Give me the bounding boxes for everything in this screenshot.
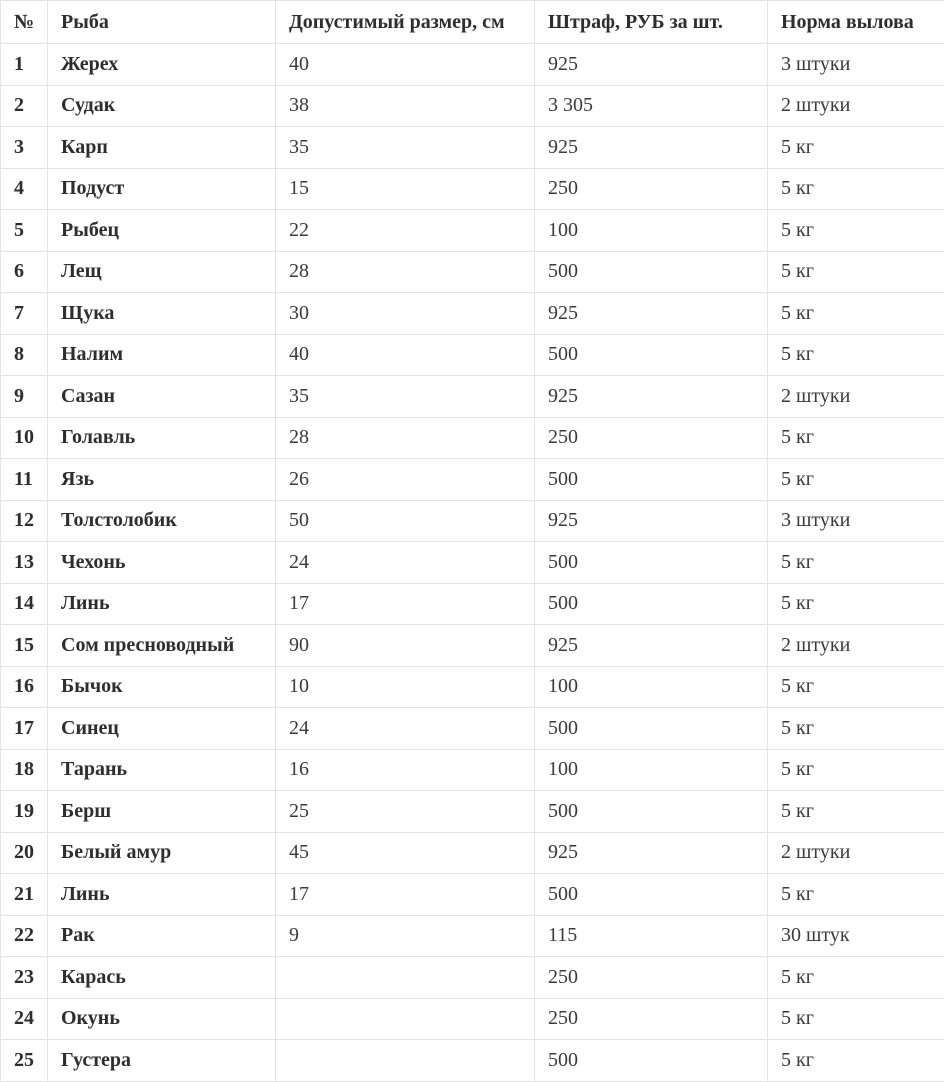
fine-amount: 925	[535, 832, 768, 874]
table-row	[1, 334, 944, 376]
row-number: 25	[1, 1040, 48, 1082]
fish-name: Сом пресноводный	[48, 625, 276, 667]
fish-name: Налим	[48, 334, 276, 376]
row-number: 12	[1, 500, 48, 542]
row-number: 13	[1, 542, 48, 584]
fine-amount: 925	[535, 293, 768, 335]
fine-amount: 250	[535, 168, 768, 210]
table-row	[1, 210, 944, 252]
allowed-size: 22	[276, 210, 535, 252]
fine-amount: 925	[535, 625, 768, 667]
table-row	[1, 874, 944, 916]
table-row	[1, 791, 944, 833]
catch-norm: 5 кг	[768, 417, 944, 459]
fine-amount: 250	[535, 417, 768, 459]
catch-norm: 5 кг	[768, 210, 944, 252]
fish-name: Щука	[48, 293, 276, 335]
row-number: 23	[1, 957, 48, 999]
catch-norm: 2 штуки	[768, 85, 944, 127]
header-fish: Рыба	[48, 1, 276, 44]
fine-amount: 100	[535, 210, 768, 252]
allowed-size: 10	[276, 666, 535, 708]
catch-norm: 5 кг	[768, 127, 944, 169]
fish-name: Рыбец	[48, 210, 276, 252]
row-number: 24	[1, 998, 48, 1040]
table-row	[1, 542, 944, 584]
row-number: 22	[1, 915, 48, 957]
table-row	[1, 1040, 944, 1082]
allowed-size: 40	[276, 44, 535, 86]
table-row	[1, 251, 944, 293]
allowed-size: 16	[276, 749, 535, 791]
fine-amount: 500	[535, 542, 768, 584]
fish-name: Язь	[48, 459, 276, 501]
table-row	[1, 168, 944, 210]
row-number: 11	[1, 459, 48, 501]
catch-norm: 5 кг	[768, 749, 944, 791]
table-header-row	[1, 1, 944, 44]
table-row	[1, 666, 944, 708]
table-row	[1, 459, 944, 501]
row-number: 3	[1, 127, 48, 169]
table-row	[1, 998, 944, 1040]
table-row	[1, 376, 944, 418]
fine-amount: 925	[535, 376, 768, 418]
table-row	[1, 44, 944, 86]
row-number: 20	[1, 832, 48, 874]
catch-norm: 5 кг	[768, 293, 944, 335]
fine-amount: 3 305	[535, 85, 768, 127]
header-catch-norm: Норма вылова	[768, 1, 944, 44]
allowed-size: 28	[276, 417, 535, 459]
row-number: 6	[1, 251, 48, 293]
fine-amount: 250	[535, 998, 768, 1040]
fine-amount: 500	[535, 1040, 768, 1082]
catch-norm: 5 кг	[768, 708, 944, 750]
row-number: 14	[1, 583, 48, 625]
catch-norm: 5 кг	[768, 874, 944, 916]
table-row	[1, 832, 944, 874]
table-row	[1, 749, 944, 791]
fish-name: Линь	[48, 874, 276, 916]
fine-amount: 925	[535, 500, 768, 542]
catch-norm: 5 кг	[768, 1040, 944, 1082]
fine-amount: 500	[535, 334, 768, 376]
allowed-size: 28	[276, 251, 535, 293]
fish-name: Линь	[48, 583, 276, 625]
fish-name: Судак	[48, 85, 276, 127]
catch-norm: 5 кг	[768, 583, 944, 625]
allowed-size	[276, 957, 535, 999]
row-number: 4	[1, 168, 48, 210]
fine-amount: 250	[535, 957, 768, 999]
catch-norm: 3 штуки	[768, 44, 944, 86]
allowed-size: 17	[276, 583, 535, 625]
table-row	[1, 583, 944, 625]
allowed-size	[276, 1040, 535, 1082]
fine-amount: 100	[535, 666, 768, 708]
fish-name: Сазан	[48, 376, 276, 418]
fish-name: Жерех	[48, 44, 276, 86]
catch-norm: 5 кг	[768, 666, 944, 708]
row-number: 1	[1, 44, 48, 86]
allowed-size: 25	[276, 791, 535, 833]
fish-name: Белый амур	[48, 832, 276, 874]
row-number: 17	[1, 708, 48, 750]
table-row	[1, 127, 944, 169]
fish-name: Рак	[48, 915, 276, 957]
row-number: 7	[1, 293, 48, 335]
row-number: 19	[1, 791, 48, 833]
table-row	[1, 957, 944, 999]
fish-name: Тарань	[48, 749, 276, 791]
fish-name: Карп	[48, 127, 276, 169]
row-number: 5	[1, 210, 48, 252]
fine-amount: 500	[535, 583, 768, 625]
row-number: 9	[1, 376, 48, 418]
table-row	[1, 417, 944, 459]
fish-name: Голавль	[48, 417, 276, 459]
allowed-size: 15	[276, 168, 535, 210]
allowed-size: 90	[276, 625, 535, 667]
table-row	[1, 625, 944, 667]
catch-norm: 2 штуки	[768, 625, 944, 667]
catch-norm: 2 штуки	[768, 376, 944, 418]
row-number: 8	[1, 334, 48, 376]
row-number: 10	[1, 417, 48, 459]
row-number: 21	[1, 874, 48, 916]
table-body	[1, 44, 944, 1082]
fish-name: Берш	[48, 791, 276, 833]
table-row	[1, 500, 944, 542]
allowed-size: 9	[276, 915, 535, 957]
allowed-size: 35	[276, 376, 535, 418]
catch-norm: 5 кг	[768, 957, 944, 999]
row-number: 16	[1, 666, 48, 708]
fine-amount: 500	[535, 251, 768, 293]
fish-name: Окунь	[48, 998, 276, 1040]
fine-amount: 100	[535, 749, 768, 791]
fish-name: Чехонь	[48, 542, 276, 584]
table-row	[1, 708, 944, 750]
fine-amount: 500	[535, 459, 768, 501]
table-row	[1, 293, 944, 335]
table-row	[1, 85, 944, 127]
allowed-size: 30	[276, 293, 535, 335]
fish-name: Бычок	[48, 666, 276, 708]
allowed-size	[276, 998, 535, 1040]
allowed-size: 38	[276, 85, 535, 127]
fine-amount: 925	[535, 44, 768, 86]
catch-norm: 5 кг	[768, 251, 944, 293]
fish-name: Карась	[48, 957, 276, 999]
fish-name: Подуст	[48, 168, 276, 210]
fine-amount: 500	[535, 791, 768, 833]
allowed-size: 24	[276, 542, 535, 584]
catch-norm: 5 кг	[768, 168, 944, 210]
fish-name: Толстолобик	[48, 500, 276, 542]
header-fine: Штраф, РУБ за шт.	[535, 1, 768, 44]
allowed-size: 17	[276, 874, 535, 916]
catch-norm: 5 кг	[768, 334, 944, 376]
allowed-size: 24	[276, 708, 535, 750]
row-number: 15	[1, 625, 48, 667]
allowed-size: 45	[276, 832, 535, 874]
catch-norm: 5 кг	[768, 791, 944, 833]
catch-norm: 5 кг	[768, 998, 944, 1040]
header-number: №	[1, 1, 48, 44]
catch-norm: 3 штуки	[768, 500, 944, 542]
allowed-size: 50	[276, 500, 535, 542]
row-number: 2	[1, 85, 48, 127]
fine-amount: 500	[535, 708, 768, 750]
allowed-size: 35	[276, 127, 535, 169]
fine-amount: 925	[535, 127, 768, 169]
table-row	[1, 915, 944, 957]
catch-norm: 30 штук	[768, 915, 944, 957]
row-number: 18	[1, 749, 48, 791]
fish-name: Синец	[48, 708, 276, 750]
allowed-size: 26	[276, 459, 535, 501]
catch-norm: 2 штуки	[768, 832, 944, 874]
catch-norm: 5 кг	[768, 459, 944, 501]
allowed-size: 40	[276, 334, 535, 376]
fish-name: Густера	[48, 1040, 276, 1082]
fine-amount: 500	[535, 874, 768, 916]
header-size: Допустимый размер, см	[276, 1, 535, 44]
fish-name: Лещ	[48, 251, 276, 293]
catch-norm: 5 кг	[768, 542, 944, 584]
fine-amount: 115	[535, 915, 768, 957]
